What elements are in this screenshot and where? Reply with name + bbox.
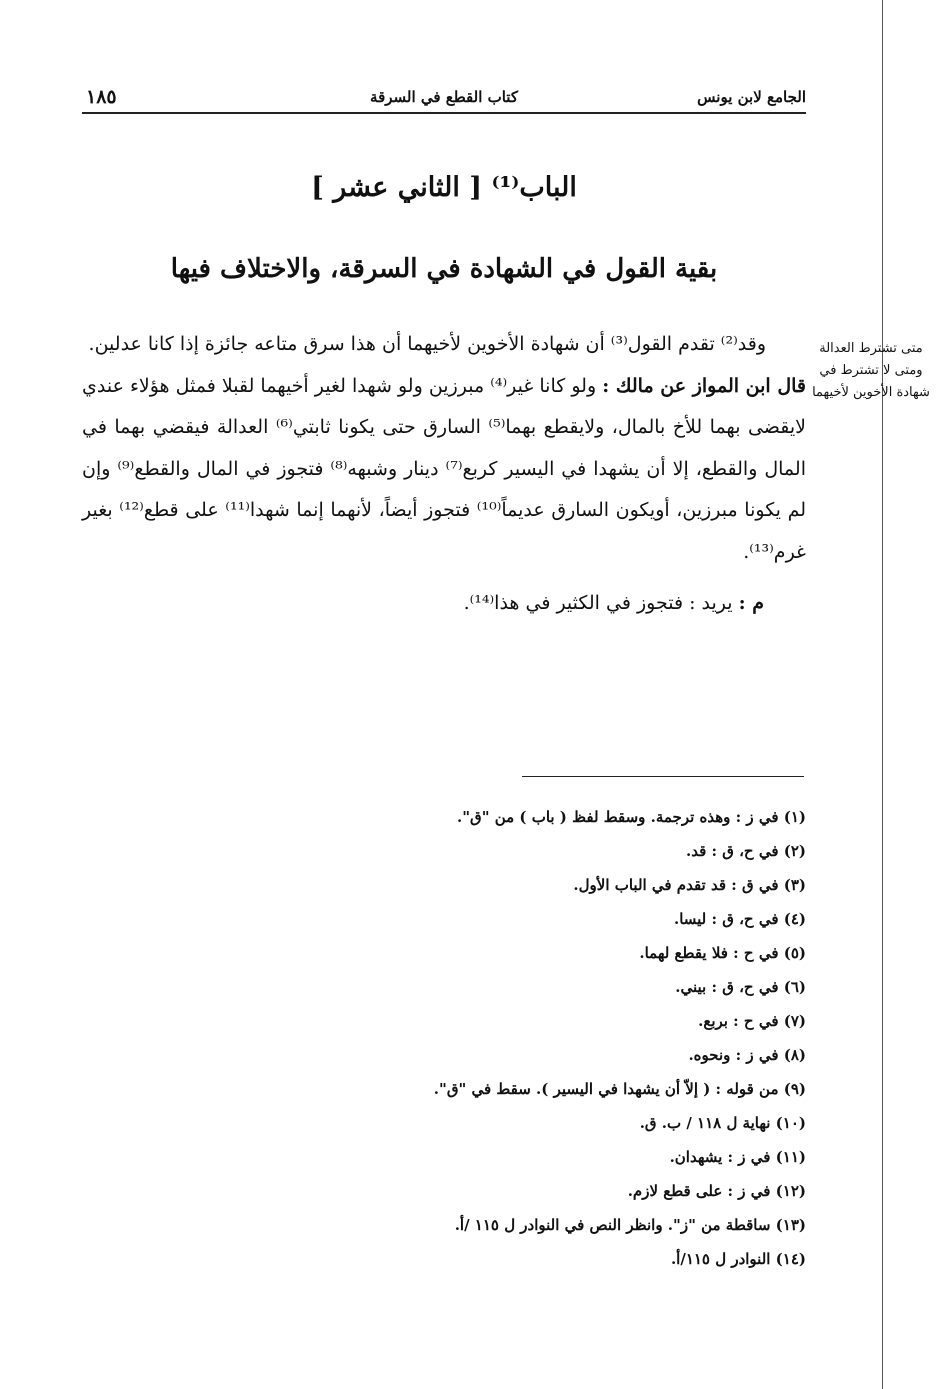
footnote: (٧) في ح : بربع.: [698, 1012, 806, 1030]
paragraph-2-text: ولو كانا غير⁽⁴⁾ مبرزين ولو شهدا لغير أخيهما لقبلا فمثل هؤلاء عندي لايقضى بهما للأخ بالمال، ولايقطع بهما⁽⁵⁾ السارق حتى يكونا ثابتي⁽⁶⁾ العدالة فيقضي بهما في المال والقطع، إلا أن يشهدا في اليسير كربع⁽⁷⁾ دينار وشبهه⁽⁸⁾ فتجوز في المال والقطع⁽⁹⁾ وإن لم يكونا مبرزين، أويكون السارق عديماً⁽¹⁰⁾ فتجوز أيضاً، لأنهما إنما شهدا⁽¹¹⁾ على قطع⁽¹²⁾ بغير غرم⁽¹³⁾.: [82, 374, 807, 563]
footnote: (٩) من قوله : ( إلاّ أن يشهدا في اليسير ). سقط في "ق".: [433, 1080, 806, 1098]
footnote: (١٤) النوادر ل ١١٥/أ.: [670, 1250, 806, 1268]
section-title: بقية القول في الشهادة في السرقة، والاختلاف فيها: [170, 254, 718, 284]
footnote: (١٣) ساقطة من "ز". وانظر النص في النوادر ل ١١٥ /أ.: [454, 1216, 806, 1234]
chapter-title: الباب⁽¹⁾ [ الثاني عشر ]: [311, 172, 577, 203]
paragraph-3-text: يريد : فتجوز في الكثير في هذا⁽¹⁴⁾.: [463, 592, 739, 614]
margin-divider: [882, 0, 883, 1389]
chapter-header: كتاب القطع في السرقة: [370, 88, 518, 106]
footnote: (٨) في ز : ونحوه.: [688, 1046, 806, 1064]
footnotes: [82, 800, 806, 1276]
footnote: (١٢) في ز : على قطع لازم.: [627, 1182, 806, 1200]
footnote: (٣) في ق : قد تقدم في الباب الأول.: [573, 876, 806, 894]
running-header: [82, 86, 806, 114]
paragraph-2: [82, 366, 806, 574]
paragraph-2-lead: قال ابن المواز عن مالك :: [602, 374, 807, 397]
main-text: [82, 324, 806, 625]
paragraph-3: [82, 583, 806, 625]
footnote: (١) في ز : وهذه ترجمة. وسقط لفظ ( باب ) من "ق".: [457, 808, 806, 826]
footnote: (١١) في ز : يشهدان.: [669, 1148, 806, 1166]
paragraph-1: وقد⁽²⁾ تقدم القول⁽³⁾ أن شهادة الأخوين لأخيهما أن هذا سرق متاعه جائزة إذا كانا عدلين.: [88, 333, 766, 355]
margin-note: متى تشترط العدالة ومتى لا تشترط في شهادة الأخوين لأخيهما: [812, 341, 930, 400]
footnote: (٢) في ح، ق : قد.: [685, 842, 806, 860]
footnote: (١٠) نهاية ل ١١٨ / ب. ق.: [639, 1114, 806, 1132]
paragraph-3-lead: م :: [738, 592, 764, 614]
footnote: (٤) في ح، ق : ليسا.: [673, 910, 806, 928]
footnote: (٥) في ح : فلا يقطع لهما.: [639, 944, 806, 962]
page-number: ١٨٥: [86, 86, 117, 108]
footnote: (٦) في ح، ق : بيني.: [675, 978, 806, 996]
footnote-divider: [522, 776, 804, 777]
book-title-header: الجامع لابن يونس: [697, 88, 806, 106]
